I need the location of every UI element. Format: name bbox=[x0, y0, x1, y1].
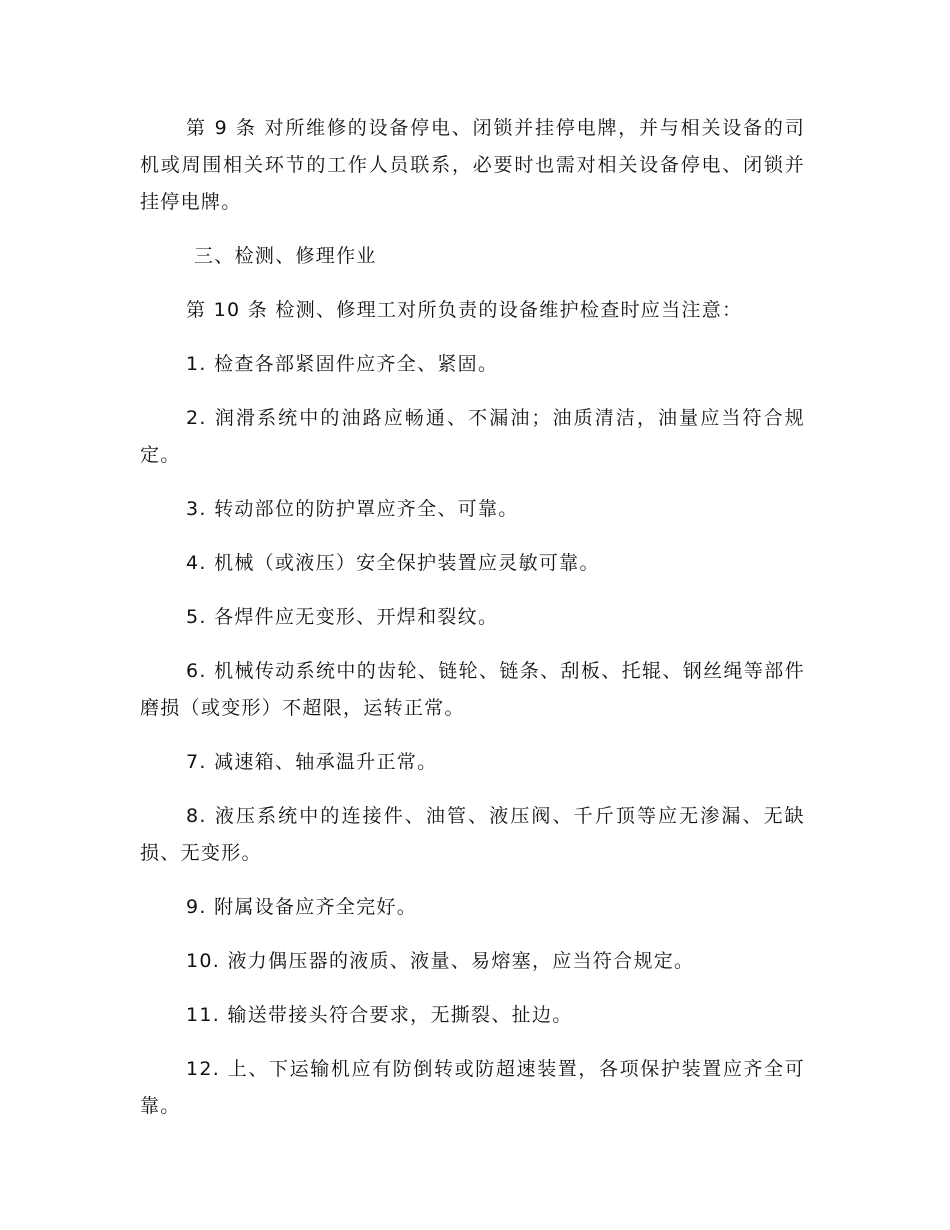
list-item: 11. 输送带接头符合要求，无撕裂、扯边。 bbox=[186, 1004, 573, 1026]
article-10-paragraph: 第 10 条 检测、修理工对所负责的设备维护检查时应当注意： bbox=[186, 299, 743, 321]
section-heading: 三、检测、修理作业 bbox=[194, 245, 377, 267]
list-item: 10. 液力偶压器的液质、液量、易熔塞，应当符合规定。 bbox=[186, 950, 695, 972]
list-item: 9. 附属设备应齐全完好。 bbox=[186, 896, 418, 918]
list-item: 8. 液压系统中的连接件、油管、液压阀、千斤顶等应无渗漏、无缺损、无变形。 bbox=[140, 805, 805, 864]
list-item: 3. 转动部位的防护罩应齐全、可靠。 bbox=[186, 498, 519, 520]
document-body bbox=[140, 110, 805, 1125]
list-item: 4. 机械（或液压）安全保护装置应灵敏可靠。 bbox=[186, 552, 600, 574]
list-item: 7. 减速箱、轴承温升正常。 bbox=[186, 751, 438, 773]
article-9-paragraph: 第 9 条 对所维修的设备停电、闭锁并挂停电牌，并与相关设备的司机或周围相关环节的工作人员联系，必要时也需对相关设备停电、闭锁并挂停电牌。 bbox=[140, 117, 805, 213]
list-item: 1. 检查各部紧固件应齐全、紧固。 bbox=[186, 353, 499, 375]
list-item: 5. 各焊件应无变形、开焊和裂纹。 bbox=[186, 606, 499, 628]
list-item: 2. 润滑系统中的油路应畅通、不漏油；油质清洁，油量应当符合规定。 bbox=[140, 407, 805, 466]
list-item: 12. 上、下运输机应有防倒转或防超速装置，各项保护装置应齐全可靠。 bbox=[140, 1058, 805, 1117]
list-item: 6. 机械传动系统中的齿轮、链轮、链条、刮板、托辊、钢丝绳等部件磨损（或变形）不超限，运转正常。 bbox=[140, 660, 805, 719]
